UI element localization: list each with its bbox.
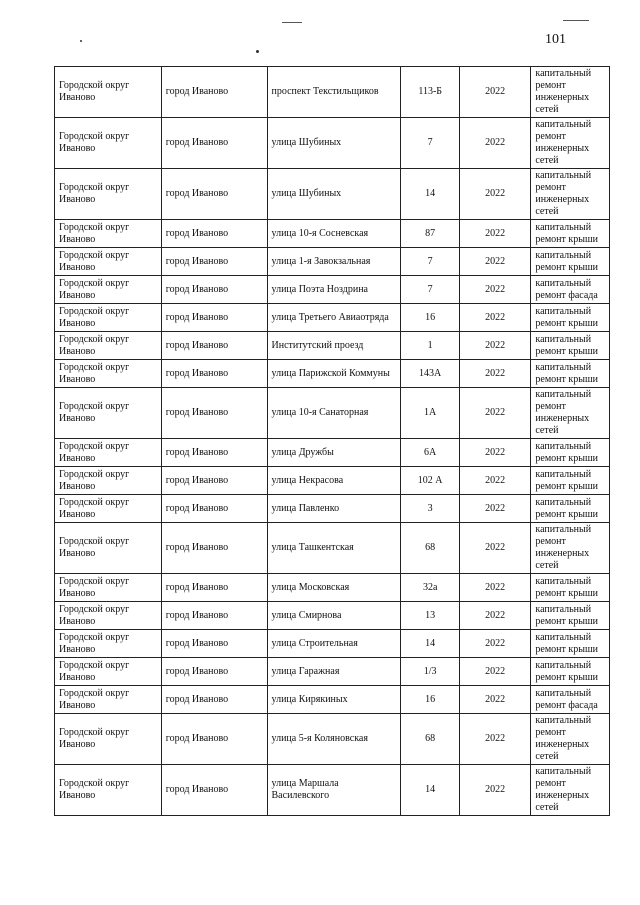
cell-year: 2022: [459, 467, 531, 495]
repair-schedule-table: [54, 66, 610, 816]
cell-okrug: Городской округ Иваново: [55, 714, 162, 765]
cell-okrug: Городской округ Иваново: [55, 765, 162, 816]
table-row: [55, 658, 610, 686]
cell-street: улица Поэта Ноздрина: [267, 276, 401, 304]
cell-city: город Иваново: [161, 765, 267, 816]
table-row: [55, 220, 610, 248]
cell-work-type: капитальный ремонт крыши: [531, 248, 610, 276]
cell-street: улица Некрасова: [267, 467, 401, 495]
cell-okrug: Городской округ Иваново: [55, 574, 162, 602]
table-row: [55, 169, 610, 220]
cell-street: улица Парижской Коммуны: [267, 360, 401, 388]
cell-okrug: Городской округ Иваново: [55, 118, 162, 169]
cell-work-type: капитальный ремонт крыши: [531, 304, 610, 332]
cell-city: город Иваново: [161, 67, 267, 118]
table-row: [55, 714, 610, 765]
cell-house-number: 1А: [401, 388, 459, 439]
table-row: [55, 67, 610, 118]
cell-street: Институтский проезд: [267, 332, 401, 360]
page-number: 101: [545, 32, 566, 47]
cell-work-type: капитальный ремонт крыши: [531, 467, 610, 495]
cell-house-number: 143А: [401, 360, 459, 388]
cell-house-number: 68: [401, 523, 459, 574]
cell-city: город Иваново: [161, 332, 267, 360]
cell-house-number: 32а: [401, 574, 459, 602]
cell-street: улица Строительная: [267, 630, 401, 658]
cell-okrug: Городской округ Иваново: [55, 67, 162, 118]
cell-city: город Иваново: [161, 714, 267, 765]
cell-city: город Иваново: [161, 686, 267, 714]
cell-house-number: 102 А: [401, 467, 459, 495]
cell-okrug: Городской округ Иваново: [55, 495, 162, 523]
cell-okrug: Городской округ Иваново: [55, 360, 162, 388]
cell-year: 2022: [459, 332, 531, 360]
cell-okrug: Городской округ Иваново: [55, 276, 162, 304]
cell-okrug: Городской округ Иваново: [55, 630, 162, 658]
cell-year: 2022: [459, 169, 531, 220]
table-row: [55, 332, 610, 360]
cell-year: 2022: [459, 439, 531, 467]
cell-year: 2022: [459, 276, 531, 304]
cell-work-type: капитальный ремонт инженерных сетей: [531, 169, 610, 220]
cell-year: 2022: [459, 523, 531, 574]
cell-street: улица Шубиных: [267, 118, 401, 169]
cell-year: 2022: [459, 220, 531, 248]
table-row: [55, 304, 610, 332]
cell-street: улица Шубиных: [267, 169, 401, 220]
cell-okrug: Городской округ Иваново: [55, 523, 162, 574]
cell-street: улица 10-я Сосневская: [267, 220, 401, 248]
cell-okrug: Городской округ Иваново: [55, 658, 162, 686]
cell-house-number: 68: [401, 714, 459, 765]
cell-street: улица Павленко: [267, 495, 401, 523]
table-row: [55, 523, 610, 574]
table-row: [55, 686, 610, 714]
cell-okrug: Городской округ Иваново: [55, 332, 162, 360]
cell-city: город Иваново: [161, 304, 267, 332]
scan-mark-top-1: [282, 22, 302, 23]
cell-city: город Иваново: [161, 248, 267, 276]
cell-year: 2022: [459, 67, 531, 118]
cell-year: 2022: [459, 714, 531, 765]
cell-year: 2022: [459, 658, 531, 686]
cell-house-number: 14: [401, 169, 459, 220]
table-row: [55, 248, 610, 276]
cell-city: город Иваново: [161, 360, 267, 388]
cell-city: город Иваново: [161, 467, 267, 495]
cell-city: город Иваново: [161, 630, 267, 658]
cell-year: 2022: [459, 686, 531, 714]
cell-year: 2022: [459, 304, 531, 332]
cell-street: улица Гаражная: [267, 658, 401, 686]
cell-okrug: Городской округ Иваново: [55, 467, 162, 495]
table-row: [55, 602, 610, 630]
cell-city: город Иваново: [161, 495, 267, 523]
cell-city: город Иваново: [161, 169, 267, 220]
cell-street: улица 10-я Санаторная: [267, 388, 401, 439]
cell-work-type: капитальный ремонт инженерных сетей: [531, 523, 610, 574]
cell-city: город Иваново: [161, 602, 267, 630]
cell-work-type: капитальный ремонт инженерных сетей: [531, 714, 610, 765]
cell-street: улица Кирякиных: [267, 686, 401, 714]
cell-work-type: капитальный ремонт инженерных сетей: [531, 67, 610, 118]
cell-house-number: 7: [401, 276, 459, 304]
scan-dot-2: [80, 40, 82, 42]
cell-house-number: 6А: [401, 439, 459, 467]
cell-house-number: 16: [401, 686, 459, 714]
cell-work-type: капитальный ремонт крыши: [531, 495, 610, 523]
cell-street: улица Московская: [267, 574, 401, 602]
cell-city: город Иваново: [161, 220, 267, 248]
table-row: [55, 467, 610, 495]
cell-work-type: капитальный ремонт крыши: [531, 574, 610, 602]
cell-house-number: 16: [401, 304, 459, 332]
table-body: [55, 67, 610, 816]
cell-street: улица 5-я Коляновская: [267, 714, 401, 765]
cell-work-type: капитальный ремонт инженерных сетей: [531, 765, 610, 816]
cell-street: улица Третьего Авиаотряда: [267, 304, 401, 332]
scan-dot-1: [256, 50, 259, 53]
cell-house-number: 1/3: [401, 658, 459, 686]
cell-house-number: 113-Б: [401, 67, 459, 118]
cell-work-type: капитальный ремонт крыши: [531, 332, 610, 360]
cell-street: улица Дружбы: [267, 439, 401, 467]
cell-year: 2022: [459, 248, 531, 276]
table-row: [55, 765, 610, 816]
scan-mark-top-2: [563, 20, 589, 21]
cell-okrug: Городской округ Иваново: [55, 220, 162, 248]
cell-house-number: 1: [401, 332, 459, 360]
cell-year: 2022: [459, 360, 531, 388]
cell-work-type: капитальный ремонт крыши: [531, 220, 610, 248]
cell-work-type: капитальный ремонт фасада: [531, 276, 610, 304]
cell-street: улица Смирнова: [267, 602, 401, 630]
cell-work-type: капитальный ремонт крыши: [531, 602, 610, 630]
cell-year: 2022: [459, 118, 531, 169]
cell-house-number: 14: [401, 765, 459, 816]
cell-house-number: 7: [401, 248, 459, 276]
cell-work-type: капитальный ремонт фасада: [531, 686, 610, 714]
table-row: [55, 495, 610, 523]
cell-house-number: 87: [401, 220, 459, 248]
cell-year: 2022: [459, 765, 531, 816]
cell-work-type: капитальный ремонт крыши: [531, 630, 610, 658]
cell-city: город Иваново: [161, 439, 267, 467]
table-row: [55, 574, 610, 602]
cell-okrug: Городской округ Иваново: [55, 439, 162, 467]
cell-work-type: капитальный ремонт инженерных сетей: [531, 118, 610, 169]
cell-work-type: капитальный ремонт крыши: [531, 439, 610, 467]
cell-city: город Иваново: [161, 574, 267, 602]
cell-street: улица 1-я Завокзальная: [267, 248, 401, 276]
cell-work-type: капитальный ремонт крыши: [531, 360, 610, 388]
cell-city: город Иваново: [161, 276, 267, 304]
cell-house-number: 14: [401, 630, 459, 658]
cell-okrug: Городской округ Иваново: [55, 248, 162, 276]
cell-street: проспект Текстильщиков: [267, 67, 401, 118]
cell-city: город Иваново: [161, 118, 267, 169]
cell-year: 2022: [459, 602, 531, 630]
table-row: [55, 630, 610, 658]
cell-house-number: 3: [401, 495, 459, 523]
cell-okrug: Городской округ Иваново: [55, 686, 162, 714]
table-row: [55, 276, 610, 304]
cell-okrug: Городской округ Иваново: [55, 169, 162, 220]
cell-okrug: Городской округ Иваново: [55, 602, 162, 630]
cell-city: город Иваново: [161, 388, 267, 439]
table-row: [55, 388, 610, 439]
table-row: [55, 360, 610, 388]
cell-work-type: капитальный ремонт инженерных сетей: [531, 388, 610, 439]
cell-year: 2022: [459, 574, 531, 602]
cell-house-number: 7: [401, 118, 459, 169]
table-row: [55, 118, 610, 169]
cell-city: город Иваново: [161, 523, 267, 574]
cell-city: город Иваново: [161, 658, 267, 686]
cell-street: улица Маршала Василевского: [267, 765, 401, 816]
cell-year: 2022: [459, 630, 531, 658]
table-row: [55, 439, 610, 467]
cell-work-type: капитальный ремонт крыши: [531, 658, 610, 686]
cell-year: 2022: [459, 495, 531, 523]
cell-street: улица Ташкентская: [267, 523, 401, 574]
cell-year: 2022: [459, 388, 531, 439]
cell-okrug: Городской округ Иваново: [55, 304, 162, 332]
cell-house-number: 13: [401, 602, 459, 630]
cell-okrug: Городской округ Иваново: [55, 388, 162, 439]
